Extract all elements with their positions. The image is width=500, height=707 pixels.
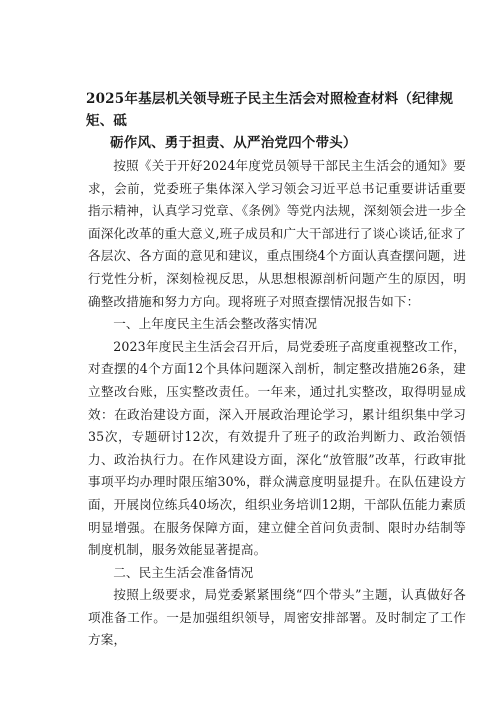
document-body (88, 155, 466, 652)
section-heading-1: 一、上年度民主生活会整改落实情况 (113, 316, 318, 332)
section-1-paragraph: 2023年度民主生活会召开后，局党委班子高度重视整改工作，对查摆的4个方面12个具体问题深入剖析，制定整改措施26条，建立整改台账，压实整改责任。一年来，通过扎实整改，取得明显成效：在政治建设方面，深入开展政治理论学习，累计组织集中学习35次，专题研讨12次，有效提升了班子的政治判断力、政治领悟力、政治执行力。在作风建设方面，深化“放管服”改革，行政审批事项平均办理时限压缩30%，群众满意度明显提升。在队伍建设方面，开展岗位练兵40场次，组织业务培训12期，干部队伍能力素质明显增强。在服务保障方面，建立健全首问负责制、限时办结制等制度机制，服务效能显著提高。 (88, 338, 466, 558)
intro-paragraph: 按照《关于开好2024年度党员领导干部民主生活会的通知》要求，会前，党委班子集体深入学习领会习近平总书记重要讲话重要指示精神，认真学习党章、《条例》等党内法规，深刻领会进一步全面深化改革的重大意义,班子成员和广大干部进行了谈心谈话,征求了各层次、各方面的意见和建议，重点围绕4个方面认真查摆问题，进行党性分析，深刻检视反思，从思想根源剖析问题产生的原因，明确整改措施和努力方向。现将班子对照查摆情况报告如下： (88, 158, 466, 309)
title-line-2: 砺作风、勇于担责、从严治党四个带头） (110, 135, 357, 151)
section-heading-2: 二、民主生活会准备情况 (113, 564, 254, 580)
section-2-paragraph: 按照上级要求，局党委紧紧围绕“四个带头”主题，认真做好各项准备工作。一是加强组织领导，周密安排部署。及时制定了工作方案， (88, 587, 466, 648)
title-line-1: 2025年基层机关领导班子民主生活会对照检查材料（纪律规矩、砥 (86, 91, 454, 129)
document-title (86, 88, 466, 154)
